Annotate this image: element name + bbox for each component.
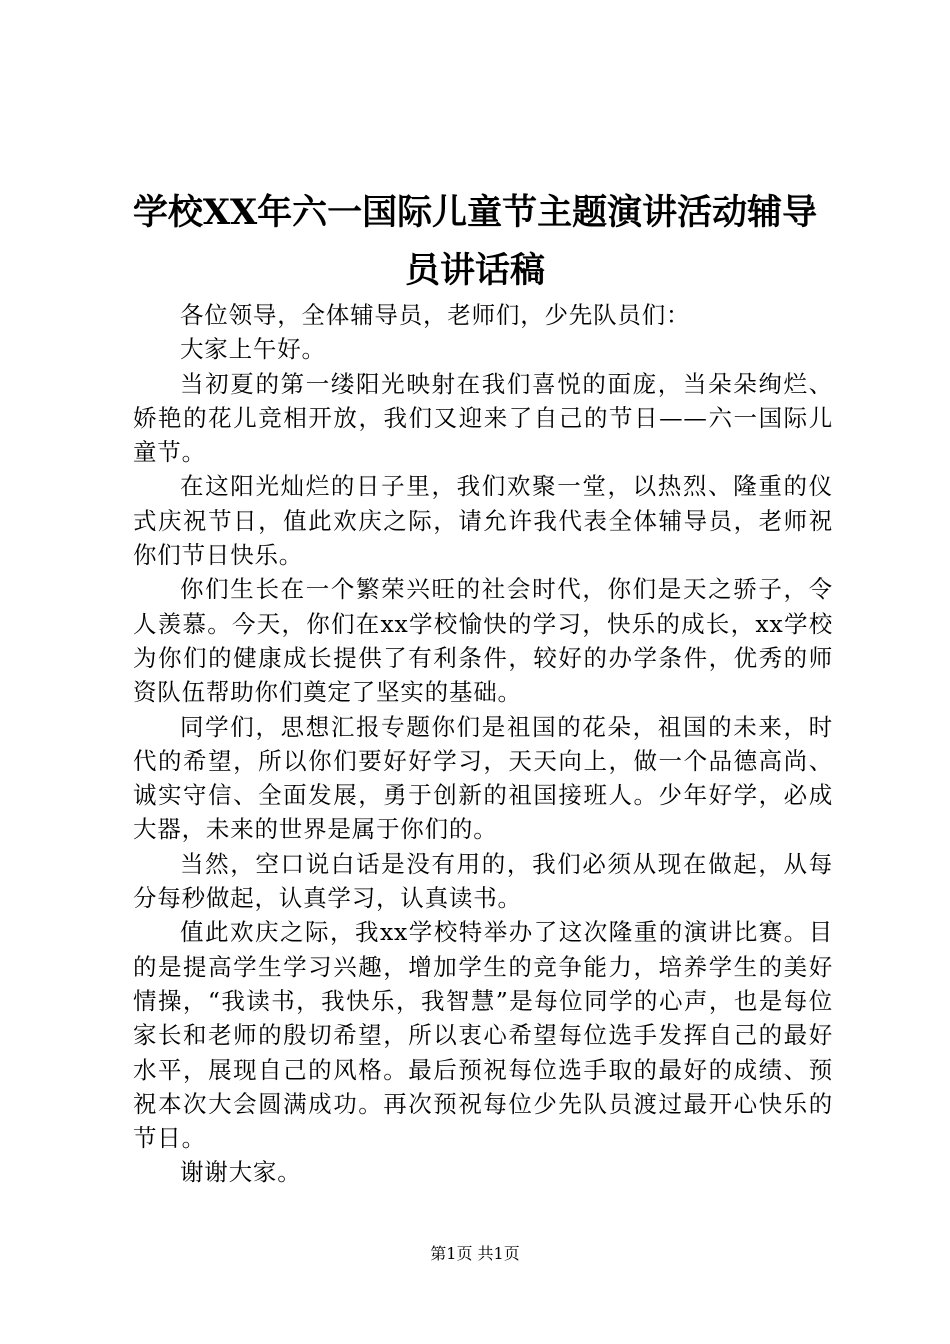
page-number-footer: 第1页 共1页 — [430, 1244, 520, 1263]
document-body — [133, 298, 833, 1190]
paragraph: 在这阳光灿烂的日子里，我们欢聚一堂，以热烈、隆重的仪式庆祝节日，值此欢庆之际，请允许我代表全体辅导员，老师祝你们节日快乐。 — [133, 472, 833, 570]
paragraph: 你们生长在一个繁荣兴旺的社会时代，你们是天之骄子，令人羡慕。今天，你们在xx学校愉快的学习，快乐的成长，xx学校为你们的健康成长提供了有利条件，较好的办学条件，优秀的师资队伍帮助你们奠定了坚实的基础。 — [133, 575, 833, 707]
paragraph-closing: 谢谢大家。 — [180, 1158, 302, 1187]
document-title: 学校XX年六一国际儿童节主题演讲活动辅导员讲话稿 — [132, 192, 818, 291]
paragraph-salutation: 各位领导，全体辅导员，老师们，少先队员们： — [180, 301, 691, 329]
paragraph: 值此欢庆之际，我xx学校特举办了这次隆重的演讲比赛。目的是提高学生学习兴趣，增加学生的竞争能力，培养学生的美好情操，“我读书，我快乐，我智慧”是每位同学的心声，也是每位家长和老师的殷切希望，所以衷心希望每位选手发挥自己的最好水平，展现自己的风格。最后预祝每位选手取的最好的成绩、预祝本次大会圆满成功。再次预祝每位少先队员渡过最开心快乐的节日。 — [133, 918, 833, 1153]
paragraph: 当然，空口说白话是没有用的，我们必须从现在做起，从每分每秒做起，认真学习，认真读书。 — [133, 849, 833, 913]
paragraph-greeting: 大家上午好。 — [180, 335, 326, 364]
paragraph: 同学们，思想汇报专题你们是祖国的花朵，祖国的未来，时代的希望，所以你们要好好学习，天天向上，做一个品德高尚、诚实守信、全面发展，勇于创新的祖国接班人。少年好学，必成大器，未来的世界是属于你们的。 — [133, 712, 833, 844]
paragraph: 当初夏的第一缕阳光映射在我们喜悦的面庞，当朵朵绚烂、娇艳的花儿竞相开放，我们又迎来了自己的节日——六一国际儿童节。 — [133, 369, 833, 467]
